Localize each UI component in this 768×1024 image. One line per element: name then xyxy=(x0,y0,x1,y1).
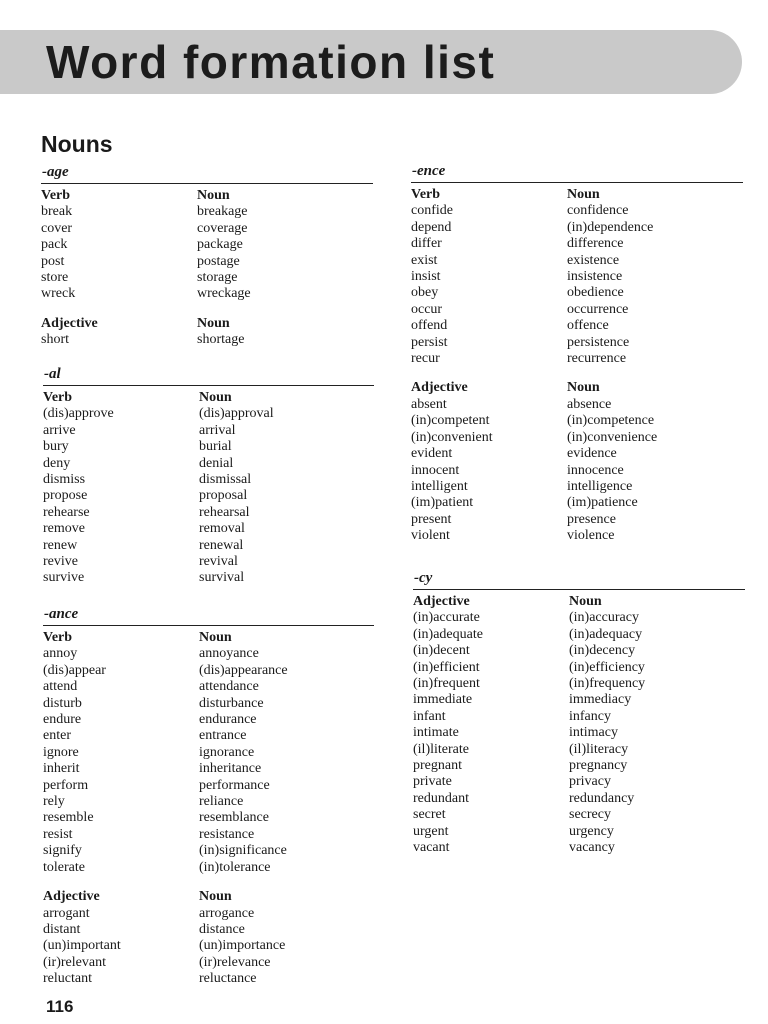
word-group xyxy=(411,380,743,544)
base-word: (il)literate xyxy=(413,741,469,757)
noun-word: coverage xyxy=(197,220,248,236)
page-title: Word formation list xyxy=(46,36,496,88)
base-word: tolerate xyxy=(43,859,85,875)
column-header: Verb xyxy=(43,390,73,405)
suffix-title: -cy xyxy=(413,569,745,590)
noun-word: reluctance xyxy=(199,971,257,987)
base-word: (in)competent xyxy=(411,413,490,429)
base-word: deny xyxy=(43,455,71,471)
base-word: (dis)appear xyxy=(43,662,106,678)
base-word: resist xyxy=(43,826,73,842)
noun-column xyxy=(199,889,355,987)
base-word: dismiss xyxy=(43,472,86,488)
noun-word: (il)literacy xyxy=(569,741,629,757)
noun-word: attendance xyxy=(199,679,259,695)
base-word: (in)accurate xyxy=(413,610,480,626)
noun-word: wreckage xyxy=(197,286,251,302)
noun-word: resistance xyxy=(199,826,255,842)
base-word: store xyxy=(41,270,69,286)
noun-word: intelligence xyxy=(567,478,633,494)
base-word: recur xyxy=(411,351,440,367)
word-group xyxy=(41,316,373,349)
column-header: Noun xyxy=(197,315,230,331)
noun-word: inheritance xyxy=(199,761,262,777)
noun-column xyxy=(567,380,723,544)
noun-word: (in)tolerance xyxy=(199,859,271,875)
noun-word: renewal xyxy=(199,537,244,553)
base-word: rehearse xyxy=(43,504,90,520)
base-word: (in)frequent xyxy=(413,676,480,692)
noun-word: survival xyxy=(199,570,245,586)
noun-word: entrance xyxy=(199,728,247,744)
noun-word: postage xyxy=(197,253,240,269)
noun-word: reliance xyxy=(199,794,244,810)
base-word: post xyxy=(41,253,65,269)
column-header: Verb xyxy=(43,630,73,645)
base-word: urgent xyxy=(413,823,449,839)
noun-word: offence xyxy=(567,318,609,334)
source-column xyxy=(413,594,569,857)
source-column xyxy=(43,630,199,876)
noun-word: revival xyxy=(199,554,238,570)
word-group xyxy=(43,390,374,587)
base-word: (un)important xyxy=(43,938,121,954)
base-word: depend xyxy=(411,219,452,235)
base-word: wreck xyxy=(41,286,76,302)
noun-word: resemblance xyxy=(199,810,269,826)
column-header: Noun xyxy=(199,390,232,405)
noun-word: recurrence xyxy=(567,351,627,367)
noun-word: denial xyxy=(199,455,234,471)
base-word: occur xyxy=(411,301,443,317)
noun-column xyxy=(567,187,723,367)
noun-word: (in)adequacy xyxy=(569,626,643,642)
base-word: intelligent xyxy=(411,478,468,494)
column-header: Adjective xyxy=(413,594,470,609)
base-word: innocent xyxy=(411,462,460,478)
noun-word: privacy xyxy=(569,774,611,790)
base-word: disturb xyxy=(43,695,82,711)
base-word: rely xyxy=(43,794,65,810)
noun-word: breakage xyxy=(197,204,248,220)
suffix-title: -ence xyxy=(411,162,743,183)
noun-word: (un)importance xyxy=(199,938,286,954)
base-word: revive xyxy=(43,554,78,570)
noun-word: (in)frequency xyxy=(569,676,646,692)
noun-word: (im)patience xyxy=(567,495,638,511)
base-word: confide xyxy=(411,203,453,219)
section-heading: Nouns xyxy=(41,131,113,157)
base-word: offend xyxy=(411,318,448,334)
noun-word: vacancy xyxy=(569,840,615,856)
noun-word: ignorance xyxy=(199,744,255,760)
base-word: remove xyxy=(43,521,85,537)
suffix-section xyxy=(43,605,374,988)
base-word: resemble xyxy=(43,810,94,826)
base-word: (in)decent xyxy=(413,643,470,659)
noun-word: dismissal xyxy=(199,472,252,488)
base-word: pack xyxy=(41,237,68,253)
base-word: enter xyxy=(43,728,71,744)
base-word: pregnant xyxy=(413,758,462,774)
base-word: ignore xyxy=(43,744,79,760)
base-word: intimate xyxy=(413,725,459,741)
base-word: differ xyxy=(411,236,442,252)
noun-word: arrogance xyxy=(199,905,255,921)
column-header: Noun xyxy=(197,188,230,203)
word-group xyxy=(41,188,373,303)
base-word: arrive xyxy=(43,422,76,438)
noun-column xyxy=(199,390,355,587)
noun-word: endurance xyxy=(199,712,257,728)
noun-word: evidence xyxy=(567,446,617,462)
base-word: break xyxy=(41,204,73,220)
base-word: absent xyxy=(411,396,447,412)
noun-word: pregnancy xyxy=(569,758,628,774)
word-group xyxy=(411,187,743,367)
noun-word: difference xyxy=(567,236,624,252)
suffix-section xyxy=(413,569,745,857)
noun-word: storage xyxy=(197,270,238,286)
base-word: (in)convenient xyxy=(411,429,493,445)
base-word: exist xyxy=(411,252,438,268)
noun-word: distance xyxy=(199,921,245,937)
base-word: present xyxy=(411,511,452,527)
noun-word: (in)convenience xyxy=(567,429,658,445)
column-header: Noun xyxy=(567,187,600,202)
noun-word: innocence xyxy=(567,462,624,478)
column-header: Noun xyxy=(199,630,232,645)
base-word: persist xyxy=(411,334,448,350)
noun-word: performance xyxy=(199,777,270,793)
base-word: vacant xyxy=(413,840,450,856)
noun-word: shortage xyxy=(197,332,245,348)
noun-word: existence xyxy=(567,252,620,268)
column-header: Verb xyxy=(411,187,441,202)
column-header: Adjective xyxy=(411,380,468,396)
noun-word: (in)efficiency xyxy=(569,659,645,675)
noun-word: burial xyxy=(199,439,232,455)
base-word: bury xyxy=(43,439,69,455)
noun-word: removal xyxy=(199,521,245,537)
noun-word: (in)dependence xyxy=(567,219,654,235)
base-word: distant xyxy=(43,921,81,937)
base-word: evident xyxy=(411,446,453,462)
source-column xyxy=(411,380,567,544)
base-word: endure xyxy=(43,712,82,728)
noun-word: presence xyxy=(567,511,616,527)
noun-word: redundancy xyxy=(569,790,635,806)
source-column xyxy=(411,187,567,367)
noun-word: rehearsal xyxy=(199,504,250,520)
base-word: infant xyxy=(413,708,446,724)
noun-word: violence xyxy=(567,528,615,544)
base-word: survive xyxy=(43,570,85,586)
noun-column xyxy=(197,188,353,303)
suffix-section xyxy=(41,163,373,349)
word-group xyxy=(413,594,745,857)
column-header: Noun xyxy=(567,380,600,396)
base-word: insist xyxy=(411,269,441,285)
noun-word: insistence xyxy=(567,269,623,285)
noun-word: arrival xyxy=(199,422,236,438)
base-word: (ir)relevant xyxy=(43,954,106,970)
column-header: Verb xyxy=(41,188,71,203)
base-word: (in)efficient xyxy=(413,659,480,675)
noun-word: (in)competence xyxy=(567,413,655,429)
noun-word: persistence xyxy=(567,334,630,350)
source-column xyxy=(43,390,199,587)
base-word: cover xyxy=(41,220,73,236)
base-word: (dis)approve xyxy=(43,406,114,422)
base-word: (im)patient xyxy=(411,495,474,511)
column-header: Noun xyxy=(199,889,232,905)
noun-word: (dis)appearance xyxy=(199,662,288,678)
base-word: signify xyxy=(43,843,82,859)
noun-word: (dis)approval xyxy=(199,406,274,422)
source-column xyxy=(41,316,197,349)
column-header: Noun xyxy=(569,594,602,609)
word-group xyxy=(43,630,374,876)
noun-word: package xyxy=(197,237,243,253)
noun-word: disturbance xyxy=(199,695,264,711)
source-column xyxy=(41,188,197,303)
suffix-title: -ance xyxy=(43,605,374,626)
noun-word: obedience xyxy=(567,285,624,301)
base-word: short xyxy=(41,332,69,348)
page-number: 116 xyxy=(46,997,74,1016)
noun-word: proposal xyxy=(199,488,248,504)
noun-column xyxy=(199,630,355,876)
suffix-section xyxy=(411,162,743,545)
noun-word: (ir)relevance xyxy=(199,954,271,970)
suffix-section xyxy=(43,365,374,587)
base-word: perform xyxy=(43,777,89,793)
base-word: renew xyxy=(43,537,78,553)
noun-word: immediacy xyxy=(569,692,632,708)
noun-word: confidence xyxy=(567,203,629,219)
suffix-title: -al xyxy=(43,365,374,386)
base-word: reluctant xyxy=(43,971,92,987)
source-column xyxy=(43,889,199,987)
noun-word: secrecy xyxy=(569,807,611,823)
noun-column xyxy=(569,594,725,857)
word-group xyxy=(43,889,374,987)
base-word: attend xyxy=(43,679,78,695)
suffix-title: -age xyxy=(41,163,373,184)
base-word: annoy xyxy=(43,646,78,662)
noun-column xyxy=(197,316,353,349)
base-word: immediate xyxy=(413,692,473,708)
base-word: redundant xyxy=(413,790,469,806)
base-word: violent xyxy=(411,528,450,544)
base-word: propose xyxy=(43,488,88,504)
noun-word: (in)accuracy xyxy=(569,610,639,626)
base-word: private xyxy=(413,774,452,790)
noun-word: intimacy xyxy=(569,725,618,741)
noun-word: (in)significance xyxy=(199,843,287,859)
base-word: arrogant xyxy=(43,905,90,921)
noun-word: annoyance xyxy=(199,646,259,662)
base-word: inherit xyxy=(43,761,80,777)
noun-word: infancy xyxy=(569,708,611,724)
base-word: (in)adequate xyxy=(413,626,483,642)
base-word: obey xyxy=(411,285,439,301)
column-header: Adjective xyxy=(43,889,100,905)
column-header: Adjective xyxy=(41,315,98,331)
base-word: secret xyxy=(413,807,446,823)
noun-word: occurrence xyxy=(567,301,629,317)
noun-word: urgency xyxy=(569,823,614,839)
noun-word: (in)decency xyxy=(569,643,636,659)
noun-word: absence xyxy=(567,396,612,412)
